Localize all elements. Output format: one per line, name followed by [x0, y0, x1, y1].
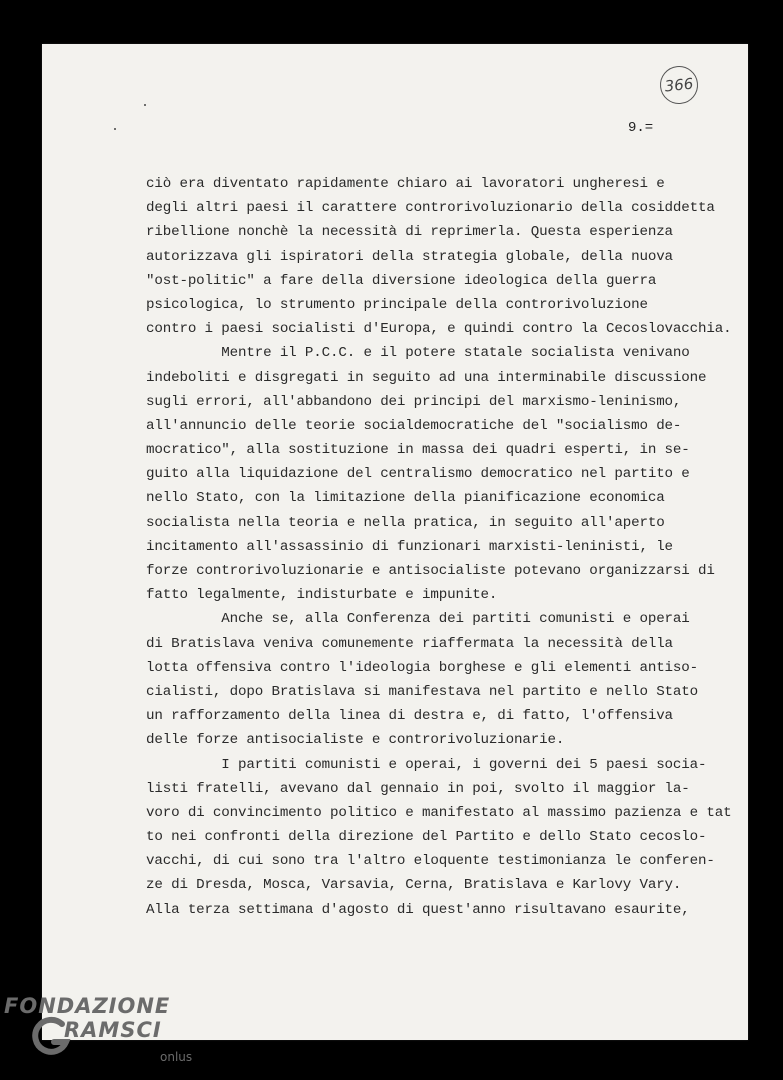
text-line: indeboliti e disgregati in seguito ad una interminabile discussione [146, 369, 707, 386]
text-line: lotta offensiva contro l'ideologia borghese e gli elementi antiso- [146, 659, 699, 676]
stamp-number: 366 [663, 74, 695, 96]
page-number: 9.= [628, 120, 654, 136]
speck-mark [114, 128, 116, 130]
text-line: fatto legalmente, indisturbate e impunite. [146, 587, 498, 604]
text-line: psicologica, lo strumento principale della controrivoluzione [146, 296, 648, 313]
text-line: vacchi, di cui sono tra l'altro eloquente testimonianza le conferen- [146, 853, 715, 870]
text-line: cialisti, dopo Bratislava si manifestava nel partito e nello Stato [146, 683, 699, 700]
typed-text-body [146, 172, 732, 922]
text-line: un rafforzamento della linea di destra e, di fatto, l'offensiva [146, 708, 673, 725]
watermark-sub: onlus [160, 1050, 193, 1064]
text-line: "ost-politic" a fare della diversione ideologica della guerra [146, 272, 657, 289]
watermark-line1: FONDAZIONE [4, 994, 171, 1018]
text-line: to nei confronti della direzione del Partito e dello Stato cecoslo- [146, 829, 707, 846]
text-line: Mentre il P.C.C. e il potere statale socialista venivano [146, 345, 690, 362]
text-line: forze controrivoluzionarie e antisocialiste potevano organizzarsi di [146, 563, 715, 579]
text-line: degli altri paesi il carattere controrivoluzionario della cosiddetta [146, 200, 715, 217]
text-line: socialista nella teoria e nella pratica, in seguito all'aperto [146, 514, 665, 531]
text-line: nello Stato, con la limitazione della pianificazione economica [146, 490, 665, 507]
text-line: delle forze antisocialiste e controrivoluzionarie. [146, 732, 565, 749]
text-line: ze di Dresda, Mosca, Varsavia, Cerna, Bratislava e Karlovy Vary. [146, 877, 682, 894]
text-line: sugli errori, all'abbandono dei principi del marxismo-leninismo, [146, 393, 682, 410]
text-line: ribellione nonchè la necessità di reprimerla. Questa esperienza [146, 224, 673, 241]
fondazione-gramsci-watermark [4, 994, 193, 1064]
text-line: Alla terza settimana d'agosto di quest'anno risultavano esaurite, [146, 901, 690, 918]
text-line: listi fratelli, avevano dal gennaio in poi, svolto il maggior la- [146, 780, 690, 797]
text-line: mocratico", alla sostituzione in massa dei quadri esperti, in se- [146, 442, 690, 459]
text-line: incitamento all'assassinio di funzionari marxisti-leninisti, le [146, 538, 673, 555]
speck-mark [144, 104, 146, 106]
text-line: autorizzava gli ispiratori della strategia globale, della nuova [146, 248, 673, 265]
text-line: contro i paesi socialisti d'Europa, e quindi contro la Cecoslovacchia. [146, 321, 732, 338]
text-line: guito alla liquidazione del centralismo democratico nel partito e [146, 466, 690, 483]
watermark-line2: RAMSCI [64, 1018, 162, 1042]
text-line: Anche se, alla Conferenza dei partiti comunisti e operai [146, 611, 690, 628]
text-line: di Bratislava veniva comunemente riaffermata la necessità della [146, 635, 673, 652]
text-line: all'annuncio delle teorie socialdemocratiche del "socialismo de- [146, 417, 682, 434]
text-line: voro di convincimento politico e manifestato al massimo pazienza e tat [146, 804, 732, 821]
text-line: ciò era diventato rapidamente chiaro ai lavoratori ungheresi e [146, 176, 665, 192]
text-line: I partiti comunisti e operai, i governi dei 5 paesi socia- [146, 756, 707, 773]
